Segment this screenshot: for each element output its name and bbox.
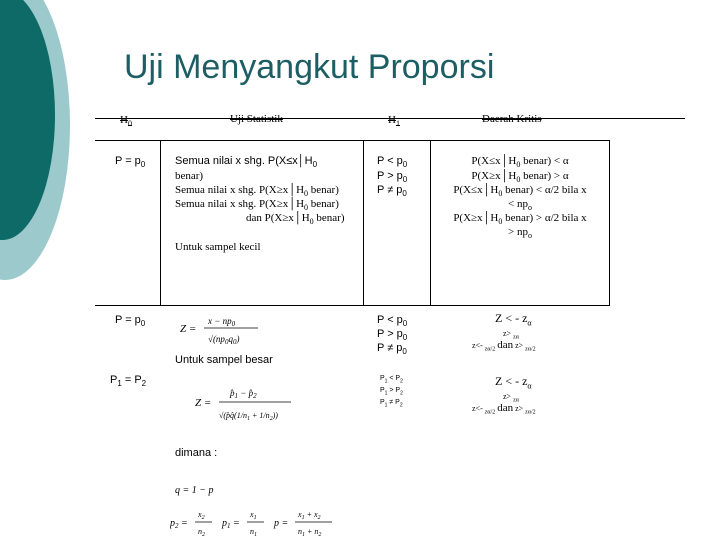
row1-crit-6: > $np_o$ — [508, 226, 532, 241]
row1-bottom-line — [95, 305, 610, 306]
row3-h1-less: $P_1 < P_2$ — [380, 375, 403, 385]
row1-stat-note: Untuk sampel kecil — [175, 241, 261, 253]
row1-crit-4: < $np_o$ — [508, 198, 532, 213]
row2-h0: $P = p_0$ — [115, 314, 146, 329]
svg-text:x2: $x_2$ — [198, 510, 205, 521]
row3-h1-notequal: $P_1 \ne P_2$ — [380, 399, 403, 409]
svg-text:√(np0q0): $√(np_0q_0)$ — [208, 334, 240, 346]
svg-text:Z =: Z = — [195, 397, 212, 409]
col-divider-2 — [363, 140, 364, 305]
row2-h1-less: $P < p_0$ — [377, 314, 408, 329]
row2-note: Untuk sampel besar — [175, 354, 273, 366]
header-h1: $H_1$ — [388, 114, 400, 129]
row1-stat-line4: Semua nilai x shg. $P(X\ge x│H_0$ benar) — [175, 198, 339, 213]
svg-text:x − np0: $x - np_0$ — [208, 316, 236, 328]
row3-crit-z2: z> $_{z\alpha}$ — [503, 392, 519, 404]
row3-h1-greater: $P_1 > P_2$ — [380, 387, 403, 397]
svg-text:n1: $n_1$ — [250, 527, 257, 538]
row1-crit-2: $P(X\ge x│H_0$ benar) > α — [471, 170, 569, 185]
row1-crit-5: $P(X\ge x│H_0$ benar) > α/2 bila x — [453, 212, 587, 227]
row1-stat-line1: Semua nilai x shg. $P(X\le x│H_0$ — [175, 155, 318, 170]
row2-h1-notequal: $P \ne p_0$ — [377, 342, 407, 357]
row3-crit-z3: z<- $_{z\alpha/2}$ dan z> $_{z\alpha/2}$ — [472, 402, 536, 416]
svg-text:√(p̂q̂(1/n1 + 1/n2)): $√(p̂q̂(1/n_1 + 1/n_2))$ — [219, 411, 278, 422]
row1-stat-line2: benar) — [175, 170, 204, 182]
svg-text:p1 =: $p_1$ = — [222, 518, 240, 530]
row1-crit-1: $P(X\le x│H_0$ benar) < α — [471, 155, 569, 170]
formula-q — [175, 480, 235, 500]
row2-h1-greater: $P > p_0$ — [377, 328, 408, 343]
formula-z-two-proportion — [195, 384, 305, 426]
svg-text:q = 1 − p: q = 1 − p — [175, 485, 214, 496]
col-divider-1 — [160, 140, 161, 305]
header-bottom-line — [95, 140, 610, 141]
row1-h1-greater: $P > p_0$ — [377, 170, 408, 185]
row3-dimana: dimana : — [175, 447, 218, 459]
slide-title: Uji Menyangkut Proporsi — [124, 48, 495, 86]
svg-text:p2 =: $p_2$ = — [170, 518, 188, 530]
col-divider-4 — [609, 140, 610, 305]
col-divider-3 — [430, 140, 431, 305]
row2-crit-z3: z<- $_{z\alpha/2}$ dan z> $_{z\alpha/2}$ — [472, 339, 536, 353]
row2-crit-z2: z> $_{z\alpha}$ — [503, 329, 519, 341]
formula-p-hat — [170, 506, 350, 540]
svg-text:x1 + x2: $x_1 + x_2$ — [298, 510, 321, 521]
svg-text:p =: p = — [274, 518, 289, 529]
row1-h0: $P = p_0$ — [115, 155, 146, 170]
row1-crit-3: $P(X\le x│H_0$ benar) < α/2 bila x — [453, 184, 587, 199]
row2-crit-z1: Z < - $z_\alpha$ — [495, 311, 532, 328]
formula-z-one-proportion — [180, 312, 275, 346]
svg-text:n1 + n2: $n_1 + n_2$ — [298, 527, 322, 538]
row1-h1-less: $P < p_0$ — [377, 155, 408, 170]
row1-stat-line3: Semua nilai x shg. $P(X\ge x│H_0$ benar) — [175, 184, 339, 199]
header-daerah-kritis: Daerah Kritis — [482, 113, 542, 125]
svg-text:Z =: Z = — [180, 323, 197, 335]
svg-text:x1: $x_1$ — [250, 510, 257, 521]
header-uji-statistik: Uji Statistik — [230, 113, 283, 125]
row1-h1-notequal: $P \ne p_0$ — [377, 184, 407, 199]
row3-crit-z1: Z < - $z_\alpha$ — [495, 374, 532, 391]
row3-h0: $P_1 = P_2$ — [110, 374, 147, 389]
header-h0: $H_0$ — [120, 114, 132, 129]
svg-text:n2: $n_2$ — [198, 527, 205, 538]
svg-text:p̂1 − p̂2: $p̂_1$ − $p̂_2$ — [230, 388, 257, 400]
row1-stat-line5: dan $P(X\ge x│H_0$ benar) — [246, 212, 345, 227]
